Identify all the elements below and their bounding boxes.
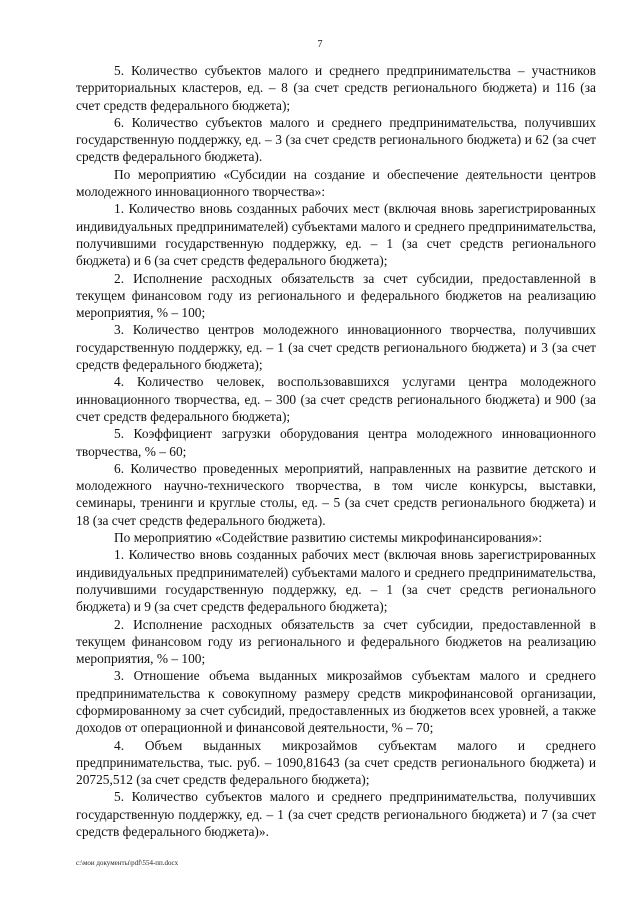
- paragraph: 1. Количество вновь созданных рабочих мест (включая вновь зарегистрированных индивидуальных предпринимателей) субъектами малого и среднего предпринимательства, получившими государственную поддержку, ед. – 1 (за счет средств регионального бюджета) и 9 (за счет средств федерального бюджета);: [76, 547, 596, 615]
- paragraph: 5. Коэффициент загрузки оборудования центра молодежного инновационного творчества, % – 60;: [76, 426, 596, 459]
- paragraph: По мероприятию «Содействие развитию системы микрофинансирования»:: [114, 530, 543, 546]
- paragraph: 4. Количество человек, воспользовавшихся услугами центра молодежного инновационного творчества, ед. – 300 (за счет средств регионального бюджета) и 900 (за счет средств федерального бюджета);: [76, 374, 596, 424]
- paragraph: 6. Количество субъектов малого и среднего предпринимательства, получивших государственную поддержку, ед. – 3 (за счет средств регионального бюджета) и 62 (за счет средств федерального бюджета).: [76, 114, 596, 165]
- paragraph: 1. Количество вновь созданных рабочих мест (включая вновь зарегистрированных индивидуальных предпринимателей) субъектами малого и среднего предпринимательства, получившими государственную поддержку, ед. – 1 (за счет средств регионального бюджета) и 6 (за счет средств федерального бюджета);: [76, 201, 596, 269]
- paragraph: 4. Объем выданных микрозаймов субъектам малого и среднего предпринимательства, тыс. руб. – 1090,81643 (за счет средств регионального бюджета) и 20725,512 (за счет средств федерального бюджета);: [76, 737, 596, 788]
- footer-file-path: c:\мои документы\pdf\554-пп.docx: [76, 859, 179, 867]
- paragraph: 6. Количество проведенных мероприятий, направленных на развитие детского и молодежного научно-технического творчества, в том числе конкурсы, выставки, семинары, тренинги и круглые столы, ед. – 5 (за счет средств регионального бюджета) и 18 (за счет средств федерального бюджета).: [76, 460, 596, 528]
- page-number: 7: [317, 39, 323, 50]
- paragraph: 3. Отношение объема выданных микрозаймов субъектам малого и среднего предпринимательства к совокупному размеру средств микрофинансовой организации, сформированному за счет субсидий, предоставленных из бюджетов всех уровней, а также доходов от операционной и финансовой деятельности, % – 70;: [76, 668, 596, 736]
- paragraph: 5. Количество субъектов малого и среднего предпринимательства, получивших государственную поддержку, ед. – 1 (за счет средств регионального бюджета) и 7 (за счет средств федерального бюджета)».: [76, 789, 596, 840]
- paragraph: По мероприятию «Субсидии на создание и обеспечение деятельности центров молодежного инновационного творчества»:: [76, 166, 596, 200]
- paragraph: 2. Исполнение расходных обязательств за счет субсидии, предоставленной в текущем финансовом году из регионального и федерального бюджетов на реализацию мероприятия, % – 100;: [76, 270, 596, 321]
- document-body: [76, 62, 596, 840]
- paragraph: 2. Исполнение расходных обязательств за счет субсидии, предоставленной в текущем финансовом году из регионального и федерального бюджетов на реализацию мероприятия, % – 100;: [76, 616, 596, 667]
- paragraph: 3. Количество центров молодежного инновационного творчества, получивших государственную поддержку, ед. – 1 (за счет средств регионального бюджета) и 3 (за счет средств федерального бюджета);: [76, 322, 596, 373]
- paragraph: 5. Количество субъектов малого и среднего предпринимательства – участников территориальных кластеров, ед. – 8 (за счет средств регионального бюджета) и 116 (за счет средств федерального бюджета);: [76, 63, 596, 113]
